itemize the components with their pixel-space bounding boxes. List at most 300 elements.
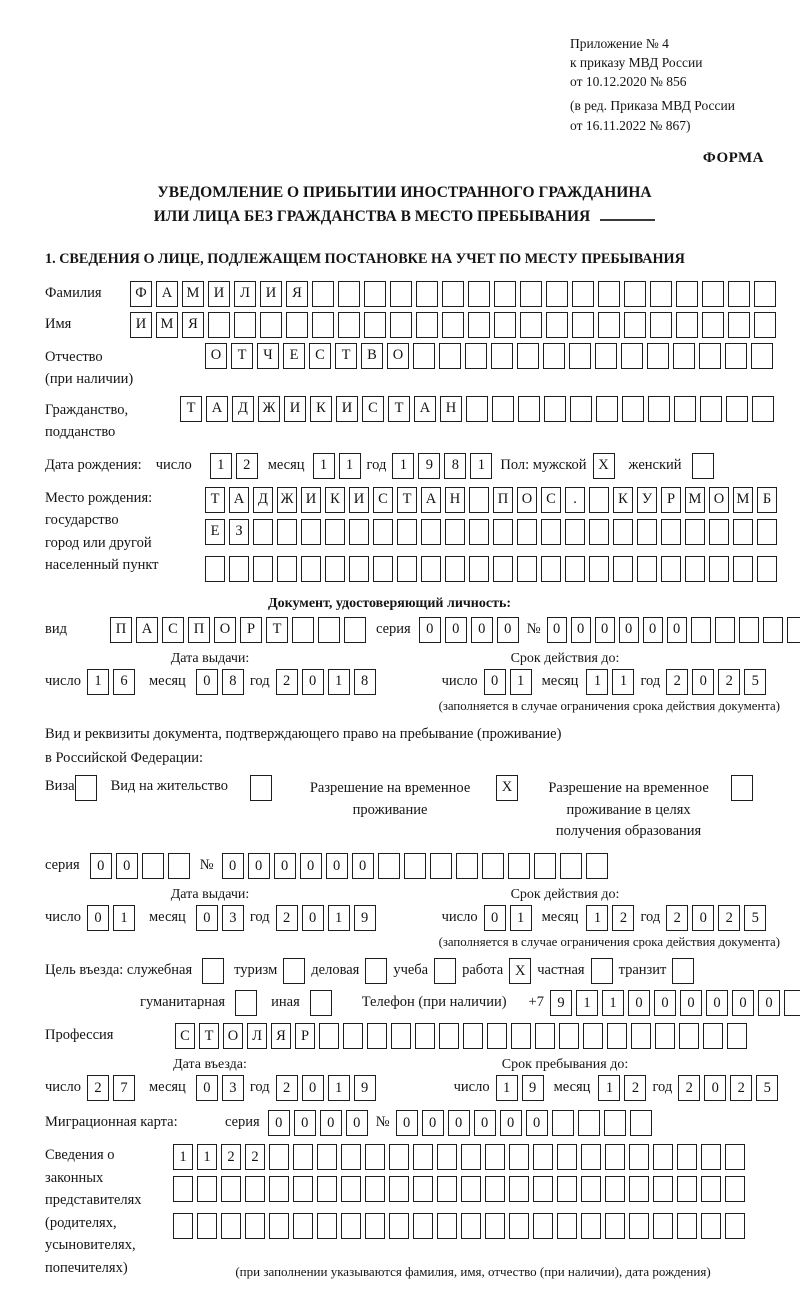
char-cell[interactable]: К: [310, 396, 332, 422]
char-cell[interactable]: [679, 1023, 699, 1049]
char-cell[interactable]: [293, 1176, 313, 1202]
char-cell[interactable]: [557, 1144, 577, 1170]
char-cell[interactable]: [494, 281, 516, 307]
char-cell[interactable]: 1: [612, 669, 634, 695]
visa-checkbox[interactable]: [75, 775, 97, 801]
char-cell[interactable]: [494, 312, 516, 338]
char-cell[interactable]: О: [214, 617, 236, 643]
char-cell[interactable]: [269, 1213, 289, 1239]
char-cell[interactable]: [485, 1144, 505, 1170]
char-cell[interactable]: И: [260, 281, 282, 307]
char-cell[interactable]: [661, 556, 681, 582]
char-cell[interactable]: [485, 1213, 505, 1239]
char-cell[interactable]: [442, 312, 464, 338]
char-cell[interactable]: [534, 853, 556, 879]
char-cell[interactable]: [572, 281, 594, 307]
char-cell[interactable]: Д: [232, 396, 254, 422]
char-cell[interactable]: Т: [205, 487, 225, 513]
char-cell[interactable]: [533, 1176, 553, 1202]
char-cell[interactable]: [581, 1144, 601, 1170]
char-cell[interactable]: 5: [744, 905, 766, 931]
char-cell[interactable]: 0: [497, 617, 519, 643]
char-cell[interactable]: [461, 1144, 481, 1170]
char-cell[interactable]: 2: [718, 669, 740, 695]
char-cell[interactable]: [596, 396, 618, 422]
char-cell[interactable]: 0: [302, 1075, 324, 1101]
char-cell[interactable]: [728, 281, 750, 307]
char-cell[interactable]: [624, 281, 646, 307]
char-cell[interactable]: 1: [328, 669, 350, 695]
char-cell[interactable]: .: [565, 487, 585, 513]
char-cell[interactable]: [727, 1023, 747, 1049]
char-cell[interactable]: 1: [496, 1075, 518, 1101]
char-cell[interactable]: [647, 343, 669, 369]
char-cell[interactable]: [389, 1213, 409, 1239]
char-cell[interactable]: [416, 281, 438, 307]
char-cell[interactable]: 0: [116, 853, 138, 879]
char-cell[interactable]: [605, 1176, 625, 1202]
char-cell[interactable]: [492, 396, 514, 422]
char-cell[interactable]: [650, 281, 672, 307]
char-cell[interactable]: 0: [484, 905, 506, 931]
char-cell[interactable]: [650, 312, 672, 338]
char-cell[interactable]: 9: [354, 1075, 376, 1101]
char-cell[interactable]: [487, 1023, 507, 1049]
char-cell[interactable]: 0: [692, 905, 714, 931]
char-cell[interactable]: 0: [667, 617, 687, 643]
char-cell[interactable]: [469, 556, 489, 582]
char-cell[interactable]: [208, 312, 230, 338]
char-cell[interactable]: [312, 281, 334, 307]
char-cell[interactable]: 1: [392, 453, 414, 479]
char-cell[interactable]: [661, 519, 681, 545]
char-cell[interactable]: Ф: [130, 281, 152, 307]
char-cell[interactable]: [277, 519, 297, 545]
char-cell[interactable]: П: [188, 617, 210, 643]
purpose-other-checkbox[interactable]: [310, 990, 332, 1016]
char-cell[interactable]: [583, 1023, 603, 1049]
char-cell[interactable]: [466, 396, 488, 422]
char-cell[interactable]: [173, 1176, 193, 1202]
char-cell[interactable]: [629, 1176, 649, 1202]
char-cell[interactable]: [465, 343, 487, 369]
char-cell[interactable]: [373, 556, 393, 582]
char-cell[interactable]: Р: [661, 487, 681, 513]
char-cell[interactable]: [301, 556, 321, 582]
char-cell[interactable]: 0: [300, 853, 322, 879]
char-cell[interactable]: [245, 1213, 265, 1239]
purpose-work-checkbox[interactable]: X: [509, 958, 531, 984]
char-cell[interactable]: С: [309, 343, 331, 369]
char-cell[interactable]: Т: [397, 487, 417, 513]
char-cell[interactable]: [715, 617, 735, 643]
char-cell[interactable]: [391, 1023, 411, 1049]
char-cell[interactable]: 2: [718, 905, 740, 931]
char-cell[interactable]: [508, 853, 530, 879]
char-cell[interactable]: 7: [113, 1075, 135, 1101]
char-cell[interactable]: [559, 1023, 579, 1049]
char-cell[interactable]: 1: [313, 453, 335, 479]
char-cell[interactable]: [763, 617, 783, 643]
char-cell[interactable]: [725, 1213, 745, 1239]
char-cell[interactable]: [676, 281, 698, 307]
char-cell[interactable]: [493, 556, 513, 582]
char-cell[interactable]: [442, 281, 464, 307]
char-cell[interactable]: У: [637, 487, 657, 513]
char-cell[interactable]: 0: [248, 853, 270, 879]
char-cell[interactable]: 6: [113, 669, 135, 695]
char-cell[interactable]: [653, 1213, 673, 1239]
char-cell[interactable]: Р: [295, 1023, 315, 1049]
char-cell[interactable]: [518, 396, 540, 422]
char-cell[interactable]: К: [325, 487, 345, 513]
char-cell[interactable]: [413, 1176, 433, 1202]
char-cell[interactable]: О: [709, 487, 729, 513]
char-cell[interactable]: [349, 556, 369, 582]
char-cell[interactable]: [173, 1213, 193, 1239]
char-cell[interactable]: 2: [276, 669, 298, 695]
char-cell[interactable]: [439, 343, 461, 369]
char-cell[interactable]: Я: [271, 1023, 291, 1049]
char-cell[interactable]: [415, 1023, 435, 1049]
char-cell[interactable]: [552, 1110, 574, 1136]
char-cell[interactable]: [725, 1176, 745, 1202]
char-cell[interactable]: 1: [197, 1144, 217, 1170]
char-cell[interactable]: [413, 1144, 433, 1170]
char-cell[interactable]: [349, 519, 369, 545]
char-cell[interactable]: А: [156, 281, 178, 307]
char-cell[interactable]: [605, 1144, 625, 1170]
char-cell[interactable]: Е: [205, 519, 225, 545]
char-cell[interactable]: [468, 281, 490, 307]
char-cell[interactable]: [319, 1023, 339, 1049]
char-cell[interactable]: [595, 343, 617, 369]
char-cell[interactable]: А: [136, 617, 158, 643]
char-cell[interactable]: Е: [283, 343, 305, 369]
char-cell[interactable]: [544, 396, 566, 422]
char-cell[interactable]: [397, 519, 417, 545]
char-cell[interactable]: З: [229, 519, 249, 545]
char-cell[interactable]: Т: [266, 617, 288, 643]
temp-residence-edu-checkbox[interactable]: [731, 775, 753, 801]
char-cell[interactable]: [622, 396, 644, 422]
char-cell[interactable]: 9: [522, 1075, 544, 1101]
char-cell[interactable]: [318, 617, 340, 643]
char-cell[interactable]: С: [373, 487, 393, 513]
char-cell[interactable]: [728, 312, 750, 338]
char-cell[interactable]: 2: [612, 905, 634, 931]
char-cell[interactable]: [338, 312, 360, 338]
char-cell[interactable]: 0: [471, 617, 493, 643]
char-cell[interactable]: [631, 1023, 651, 1049]
char-cell[interactable]: [629, 1144, 649, 1170]
char-cell[interactable]: [757, 556, 777, 582]
char-cell[interactable]: [605, 1213, 625, 1239]
char-cell[interactable]: М: [733, 487, 753, 513]
char-cell[interactable]: [629, 1213, 649, 1239]
char-cell[interactable]: 0: [268, 1110, 290, 1136]
purpose-official-checkbox[interactable]: [202, 958, 224, 984]
char-cell[interactable]: 0: [274, 853, 296, 879]
char-cell[interactable]: Я: [286, 281, 308, 307]
char-cell[interactable]: 2: [276, 905, 298, 931]
char-cell[interactable]: 1: [328, 905, 350, 931]
char-cell[interactable]: И: [349, 487, 369, 513]
char-cell[interactable]: [751, 343, 773, 369]
char-cell[interactable]: [725, 1144, 745, 1170]
char-cell[interactable]: [648, 396, 670, 422]
char-cell[interactable]: 2: [624, 1075, 646, 1101]
char-cell[interactable]: [439, 1023, 459, 1049]
char-cell[interactable]: 0: [706, 990, 728, 1016]
char-cell[interactable]: [787, 617, 800, 643]
char-cell[interactable]: [286, 312, 308, 338]
char-cell[interactable]: 1: [339, 453, 361, 479]
char-cell[interactable]: [581, 1213, 601, 1239]
char-cell[interactable]: А: [414, 396, 436, 422]
char-cell[interactable]: [535, 1023, 555, 1049]
char-cell[interactable]: П: [110, 617, 132, 643]
char-cell[interactable]: [702, 281, 724, 307]
char-cell[interactable]: 2: [666, 905, 688, 931]
char-cell[interactable]: [416, 312, 438, 338]
char-cell[interactable]: [364, 312, 386, 338]
char-cell[interactable]: В: [361, 343, 383, 369]
char-cell[interactable]: [221, 1176, 241, 1202]
char-cell[interactable]: Д: [253, 487, 273, 513]
char-cell[interactable]: [378, 853, 400, 879]
char-cell[interactable]: [365, 1213, 385, 1239]
char-cell[interactable]: [572, 312, 594, 338]
char-cell[interactable]: [543, 343, 565, 369]
char-cell[interactable]: [317, 1144, 337, 1170]
char-cell[interactable]: [653, 1144, 673, 1170]
char-cell[interactable]: [560, 853, 582, 879]
char-cell[interactable]: [277, 556, 297, 582]
char-cell[interactable]: [469, 519, 489, 545]
char-cell[interactable]: [245, 1176, 265, 1202]
char-cell[interactable]: [702, 312, 724, 338]
char-cell[interactable]: [413, 1213, 433, 1239]
char-cell[interactable]: И: [130, 312, 152, 338]
char-cell[interactable]: [685, 556, 705, 582]
char-cell[interactable]: 0: [352, 853, 374, 879]
char-cell[interactable]: 2: [236, 453, 258, 479]
char-cell[interactable]: 0: [474, 1110, 496, 1136]
char-cell[interactable]: 0: [422, 1110, 444, 1136]
char-cell[interactable]: [365, 1176, 385, 1202]
char-cell[interactable]: 0: [302, 905, 324, 931]
char-cell[interactable]: [624, 312, 646, 338]
char-cell[interactable]: [491, 343, 513, 369]
char-cell[interactable]: [341, 1144, 361, 1170]
char-cell[interactable]: 1: [598, 1075, 620, 1101]
char-cell[interactable]: 3: [222, 1075, 244, 1101]
char-cell[interactable]: О: [387, 343, 409, 369]
char-cell[interactable]: [739, 617, 759, 643]
char-cell[interactable]: [725, 343, 747, 369]
char-cell[interactable]: [517, 556, 537, 582]
char-cell[interactable]: 2: [245, 1144, 265, 1170]
char-cell[interactable]: 5: [756, 1075, 778, 1101]
char-cell[interactable]: [520, 281, 542, 307]
char-cell[interactable]: 2: [730, 1075, 752, 1101]
char-cell[interactable]: [676, 312, 698, 338]
char-cell[interactable]: [701, 1213, 721, 1239]
char-cell[interactable]: 0: [419, 617, 441, 643]
char-cell[interactable]: [469, 487, 489, 513]
char-cell[interactable]: 0: [448, 1110, 470, 1136]
char-cell[interactable]: М: [182, 281, 204, 307]
char-cell[interactable]: [637, 519, 657, 545]
char-cell[interactable]: [234, 312, 256, 338]
char-cell[interactable]: С: [541, 487, 561, 513]
char-cell[interactable]: [520, 312, 542, 338]
char-cell[interactable]: [445, 556, 465, 582]
char-cell[interactable]: [733, 556, 753, 582]
char-cell[interactable]: [621, 343, 643, 369]
char-cell[interactable]: 5: [744, 669, 766, 695]
char-cell[interactable]: [589, 487, 609, 513]
char-cell[interactable]: [317, 1213, 337, 1239]
char-cell[interactable]: [205, 556, 225, 582]
char-cell[interactable]: [341, 1176, 361, 1202]
char-cell[interactable]: [509, 1144, 529, 1170]
char-cell[interactable]: [673, 343, 695, 369]
char-cell[interactable]: [168, 853, 190, 879]
char-cell[interactable]: [607, 1023, 627, 1049]
char-cell[interactable]: 0: [654, 990, 676, 1016]
char-cell[interactable]: [655, 1023, 675, 1049]
char-cell[interactable]: И: [301, 487, 321, 513]
char-cell[interactable]: [733, 519, 753, 545]
char-cell[interactable]: И: [284, 396, 306, 422]
char-cell[interactable]: [752, 396, 774, 422]
char-cell[interactable]: [589, 556, 609, 582]
char-cell[interactable]: [517, 519, 537, 545]
char-cell[interactable]: 8: [222, 669, 244, 695]
char-cell[interactable]: Ч: [257, 343, 279, 369]
char-cell[interactable]: П: [493, 487, 513, 513]
sex-female-checkbox[interactable]: [692, 453, 714, 479]
char-cell[interactable]: [565, 519, 585, 545]
char-cell[interactable]: [541, 519, 561, 545]
char-cell[interactable]: [677, 1213, 697, 1239]
purpose-humanitarian-checkbox[interactable]: [235, 990, 257, 1016]
char-cell[interactable]: 2: [87, 1075, 109, 1101]
purpose-study-checkbox[interactable]: [434, 958, 456, 984]
char-cell[interactable]: И: [336, 396, 358, 422]
char-cell[interactable]: 1: [510, 669, 532, 695]
purpose-tourism-checkbox[interactable]: [283, 958, 305, 984]
char-cell[interactable]: [390, 281, 412, 307]
char-cell[interactable]: [784, 990, 800, 1016]
char-cell[interactable]: [421, 556, 441, 582]
char-cell[interactable]: [557, 1176, 577, 1202]
sex-male-checkbox[interactable]: X: [593, 453, 615, 479]
char-cell[interactable]: [338, 281, 360, 307]
char-cell[interactable]: [229, 556, 249, 582]
char-cell[interactable]: [726, 396, 748, 422]
char-cell[interactable]: [390, 312, 412, 338]
char-cell[interactable]: [685, 519, 705, 545]
char-cell[interactable]: [421, 519, 441, 545]
char-cell[interactable]: [437, 1176, 457, 1202]
char-cell[interactable]: [613, 519, 633, 545]
char-cell[interactable]: [565, 556, 585, 582]
char-cell[interactable]: [541, 556, 561, 582]
char-cell[interactable]: А: [229, 487, 249, 513]
char-cell[interactable]: [389, 1144, 409, 1170]
char-cell[interactable]: [293, 1144, 313, 1170]
char-cell[interactable]: [341, 1213, 361, 1239]
char-cell[interactable]: [463, 1023, 483, 1049]
char-cell[interactable]: Н: [445, 487, 465, 513]
char-cell[interactable]: К: [613, 487, 633, 513]
char-cell[interactable]: 1: [602, 990, 624, 1016]
char-cell[interactable]: О: [223, 1023, 243, 1049]
char-cell[interactable]: [413, 343, 435, 369]
char-cell[interactable]: [253, 556, 273, 582]
char-cell[interactable]: [570, 396, 592, 422]
char-cell[interactable]: [557, 1213, 577, 1239]
char-cell[interactable]: А: [421, 487, 441, 513]
char-cell[interactable]: [569, 343, 591, 369]
char-cell[interactable]: [364, 281, 386, 307]
char-cell[interactable]: О: [205, 343, 227, 369]
char-cell[interactable]: 9: [418, 453, 440, 479]
char-cell[interactable]: Л: [234, 281, 256, 307]
char-cell[interactable]: [344, 617, 366, 643]
char-cell[interactable]: С: [175, 1023, 195, 1049]
char-cell[interactable]: Б: [757, 487, 777, 513]
char-cell[interactable]: [437, 1213, 457, 1239]
char-cell[interactable]: М: [685, 487, 705, 513]
char-cell[interactable]: 2: [276, 1075, 298, 1101]
char-cell[interactable]: [546, 312, 568, 338]
char-cell[interactable]: 1: [328, 1075, 350, 1101]
char-cell[interactable]: [677, 1176, 697, 1202]
char-cell[interactable]: [485, 1176, 505, 1202]
char-cell[interactable]: [613, 556, 633, 582]
char-cell[interactable]: Т: [199, 1023, 219, 1049]
char-cell[interactable]: [699, 343, 721, 369]
char-cell[interactable]: 1: [173, 1144, 193, 1170]
char-cell[interactable]: [598, 312, 620, 338]
char-cell[interactable]: Н: [440, 396, 462, 422]
char-cell[interactable]: [677, 1144, 697, 1170]
char-cell[interactable]: [365, 1144, 385, 1170]
char-cell[interactable]: [701, 1176, 721, 1202]
char-cell[interactable]: 0: [87, 905, 109, 931]
temp-residence-checkbox[interactable]: X: [496, 775, 518, 801]
char-cell[interactable]: 1: [210, 453, 232, 479]
char-cell[interactable]: [445, 519, 465, 545]
char-cell[interactable]: [533, 1213, 553, 1239]
char-cell[interactable]: 1: [470, 453, 492, 479]
char-cell[interactable]: Т: [180, 396, 202, 422]
char-cell[interactable]: [269, 1144, 289, 1170]
char-cell[interactable]: [581, 1176, 601, 1202]
char-cell[interactable]: [637, 556, 657, 582]
char-cell[interactable]: М: [156, 312, 178, 338]
char-cell[interactable]: 8: [354, 669, 376, 695]
char-cell[interactable]: 0: [222, 853, 244, 879]
char-cell[interactable]: 0: [500, 1110, 522, 1136]
char-cell[interactable]: А: [206, 396, 228, 422]
char-cell[interactable]: 0: [396, 1110, 418, 1136]
char-cell[interactable]: [754, 312, 776, 338]
